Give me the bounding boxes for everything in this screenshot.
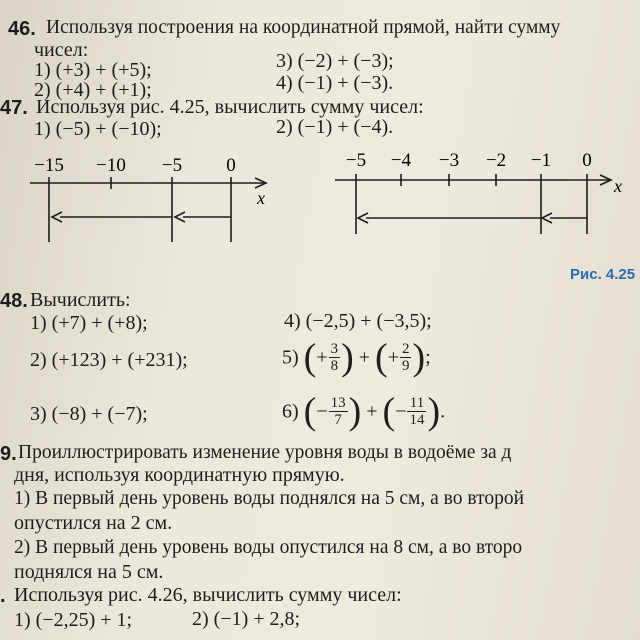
exercise-46-item-2: 2) (+4) + (+1);: [34, 79, 152, 101]
right-axis-label: x: [614, 176, 622, 196]
exercise-50-item-1: 1) (−2,25) + 1;: [14, 609, 133, 631]
figure-4-25: [0, 150, 640, 260]
exercise-48-item-3: 3) (−8) + (−7);: [30, 403, 148, 425]
number-line-left: [30, 177, 266, 242]
exercise-47-number: 47.: [0, 97, 28, 119]
exercise-46-item-3: 3) (−2) + (−3);: [276, 50, 394, 72]
exercise-49-line-1: Проиллюстрировать изменение уровня воды в водоёме за д: [18, 442, 512, 463]
exercise-49-line-4: опустился на 2 см.: [14, 512, 173, 534]
left-tick-label: −10: [96, 155, 126, 176]
fraction: $\frac{2}{9}$: [401, 340, 410, 374]
exercise-49-number: 9.: [0, 443, 17, 465]
fraction: $\frac{3}{8}$: [330, 340, 339, 374]
left-tick-label: −5: [161, 155, 183, 176]
exercise-47-item-1: 1) (−5) + (−10);: [34, 118, 162, 140]
exercise-48-item-2: 2) (+123) + (+231);: [30, 349, 188, 371]
exercise-46-number: 46.: [8, 18, 36, 40]
exercise-46-text: Используя построения на координатной прямой, найти сумму: [46, 17, 561, 38]
exercise-48-number: 48.: [0, 290, 28, 312]
number-line-right: [335, 174, 611, 234]
figure-caption: Рис. 4.25: [570, 266, 636, 283]
fraction: $\frac{13}{7}$: [330, 394, 346, 428]
exercise-50-text: Используя рис. 4.26, вычислить сумму чисел:: [14, 584, 402, 606]
exercise-48-item-6: 6) (− $\frac{13}{7}$ ) + (− $\frac{11}{14}$ ).: [282, 390, 446, 433]
exercise-48-text: Вычислить:: [30, 289, 131, 311]
exercise-46-item-4: 4) (−1) + (−3).: [276, 72, 394, 94]
left-axis-label: x: [257, 188, 265, 208]
left-tick-label: 0: [226, 155, 236, 176]
right-tick-label: 0: [582, 150, 592, 171]
right-tick-label: −3: [438, 150, 460, 171]
exercise-49-line-2: дня, используя координатную прямую.: [14, 464, 345, 486]
exercise-49-line-5: 2) В первый день уровень воды опустился на 8 см, а во второ: [14, 537, 523, 558]
exercise-49-line-6: поднялся на 5 см.: [14, 561, 164, 583]
exercise-47-item-2: 2) (−1) + (−4).: [276, 116, 394, 138]
right-tick-label: −5: [345, 150, 367, 171]
right-tick-label: −2: [485, 150, 507, 171]
exercise-48-item-1: 1) (+7) + (+8);: [30, 312, 148, 334]
exercise-50-number: .: [0, 585, 6, 607]
exercise-46-item-1: 1) (+3) + (+5);: [34, 59, 152, 81]
exercise-50-item-2: 2) (−1) + 2,8;: [192, 608, 301, 630]
exercise-46-text-cont: чисел:: [34, 39, 89, 61]
exercise-48-item-5: 5) (+ $\frac{3}{8}$ ) + (+ $\frac{2}{9}$ );: [282, 336, 431, 379]
exercise-49-line-3: 1) В первый день уровень воды поднялся на 5 см, а во второй: [14, 488, 525, 509]
exercise-47-text: Используя рис. 4.25, вычислить сумму чисел:: [36, 96, 424, 118]
left-tick-label: −15: [34, 155, 64, 176]
right-tick-label: −4: [390, 150, 412, 171]
exercise-48-item-4: 4) (−2,5) + (−3,5);: [284, 310, 432, 332]
right-tick-label: −1: [530, 150, 552, 171]
fraction: $\frac{11}{14}$: [409, 394, 425, 428]
